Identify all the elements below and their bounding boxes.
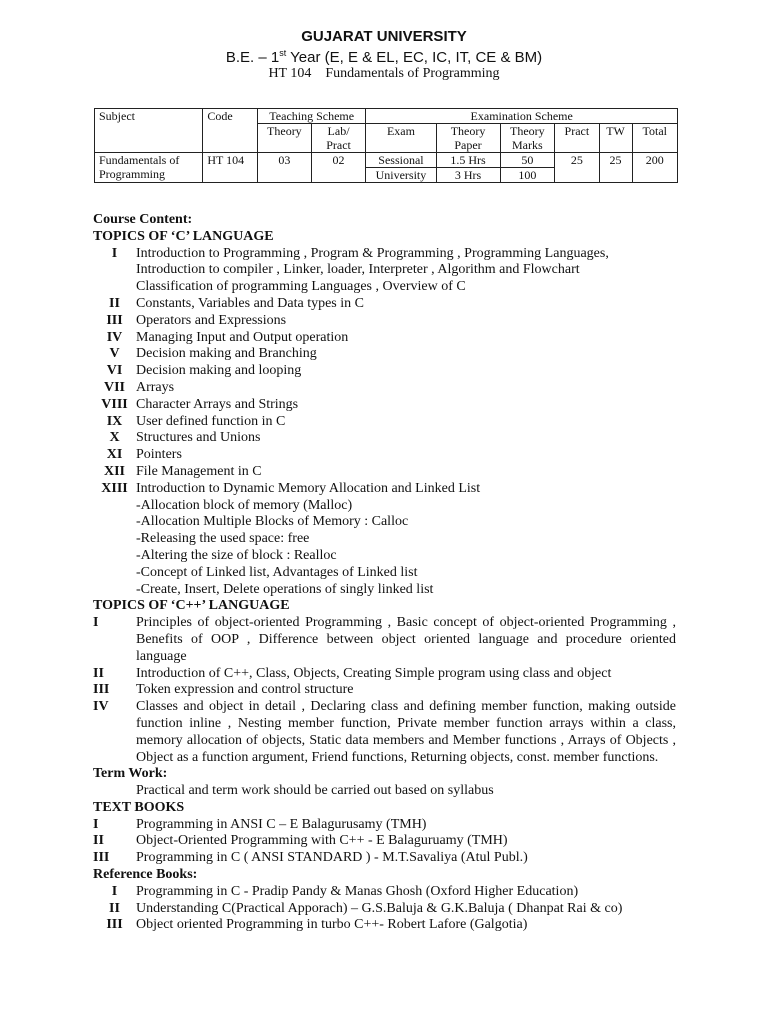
topic-line: -Concept of Linked list, Advantages of Linked list (136, 564, 418, 580)
item-text (136, 464, 676, 481)
item-text: Programming in C ( ANSI STANDARD ) - M.T.Savaliya (Atul Publ.) (136, 850, 528, 866)
item-text: Principles of object-oriented Programming , Basic concept of object-oriented Programming , Benefits of OOP , Difference between object oriented language and procedure oriented language (136, 615, 676, 664)
item-text: Classes and object in detail , Declaring class and defining member function, making outside function inline , Nesting member function, Private member function arrays within a class, memory allocation of objects, Static data members and Member functions , Arrays of Objects , Object as a function argument, Friend functions, Returning objects, const. member functions. (136, 699, 676, 765)
cell-exam-university: University (366, 168, 436, 183)
cpp-topic-item (93, 615, 676, 665)
cell-pract: 25 (555, 153, 599, 183)
cpp-topic-item (93, 666, 676, 683)
c-topic-item (93, 414, 676, 431)
topic-line: Introduction to compiler , Linker, loader, Interpreter , Algorithm and Flowchart (136, 262, 580, 278)
item-number: V (109, 346, 120, 362)
cpp-topic-item (93, 699, 676, 766)
university-name: GUJARAT UNIVERSITY (301, 28, 467, 45)
course-line: B.E. – 1st Year (E, E & EL, EC, IC, IT, CE & BM) (225, 48, 543, 66)
item-number: XI (106, 447, 123, 463)
item-text (136, 330, 676, 347)
header-code: Code (203, 109, 258, 153)
cell-lab: 02 (311, 153, 366, 183)
cell-total: 200 (632, 153, 677, 183)
item-text: Programming in C - Pradip Pandy & Manas Ghosh (Oxford Higher Education) (136, 883, 579, 899)
header-theory: Theory (258, 124, 312, 153)
c-topics-heading: TOPICS OF ‘C’ LANGUAGE (93, 228, 274, 244)
topic-line: User defined function in C (136, 413, 286, 429)
subject-line (0, 66, 768, 82)
header-tw: TW (599, 124, 632, 153)
reference-books-list (93, 884, 676, 934)
c-topic-item (93, 296, 676, 313)
item-number: IX (106, 413, 123, 429)
item-text (136, 346, 676, 363)
item-number: II (93, 665, 104, 681)
item-number: II (93, 833, 104, 849)
topic-line: Constants, Variables and Data types in C (136, 295, 364, 311)
topic-line: Introduction to Dynamic Memory Allocation and Linked List (136, 480, 481, 496)
c-topic-item (93, 481, 676, 599)
header-theory-marks: Theory Marks (500, 124, 555, 153)
cell-theory: 03 (258, 153, 312, 183)
item-text (136, 313, 676, 330)
cell-marks-sessional: 50 (500, 153, 555, 168)
item-number: III (93, 682, 110, 698)
c-topic-item (93, 397, 676, 414)
text-books-list (93, 817, 676, 867)
topic-line: Pointers (136, 447, 182, 463)
c-topic-item (93, 246, 676, 296)
header-exam-scheme: Examination Scheme (366, 109, 678, 124)
c-topic-item (93, 363, 676, 380)
header-pract: Pract (555, 124, 599, 153)
item-number: XII (103, 463, 125, 479)
item-text (136, 430, 676, 447)
item-number: I (111, 883, 118, 899)
item-text (136, 481, 676, 599)
cpp-topics-list (93, 615, 676, 766)
item-text (136, 296, 676, 313)
item-text: Introduction of C++, Class, Objects, Creating Simple program using class and object (136, 665, 612, 681)
item-number: III (93, 850, 110, 866)
item-number: I (111, 245, 118, 261)
term-work-heading: Term Work: (93, 766, 168, 782)
item-text: Understanding C(Practical Apporach) – G.S.Baluja & G.K.Baluja ( Dhanpat Rai & co) (136, 900, 623, 916)
c-topic-item (93, 380, 676, 397)
item-text (136, 447, 676, 464)
reference-book-item (93, 917, 676, 934)
topic-line: -Create, Insert, Delete operations of singly linked list (136, 581, 434, 597)
item-text (136, 380, 676, 397)
topic-line: File Management in C (136, 463, 262, 479)
course-content-heading: Course Content: (93, 212, 193, 227)
topic-line: -Allocation Multiple Blocks of Memory : Calloc (136, 514, 409, 530)
topic-line: Classification of programming Languages , Overview of C (136, 279, 466, 295)
subject-code: HT 104 (268, 66, 312, 81)
cell-marks-university: 100 (500, 168, 555, 183)
topic-line: -Altering the size of block : Realloc (136, 547, 337, 563)
item-number: VII (103, 379, 125, 395)
c-topic-item (93, 346, 676, 363)
cpp-topics-heading: TOPICS OF ‘C++’ LANGUAGE (93, 598, 290, 614)
c-topic-item (93, 430, 676, 447)
item-text (136, 363, 676, 380)
text-book-item (93, 833, 676, 850)
item-number: XIII (101, 480, 128, 496)
item-text (136, 246, 676, 296)
subject-title: Fundamentals of Programming (325, 66, 500, 81)
topic-line: Decision making and looping (136, 363, 302, 379)
item-number: III (106, 312, 123, 328)
topic-line: Decision making and Branching (136, 346, 317, 362)
cell-exam-sessional: Sessional (366, 153, 436, 168)
item-text (136, 397, 676, 414)
header-total: Total (632, 124, 677, 153)
item-text: Object oriented Programming in turbo C++- Robert Lafore (Galgotia) (136, 917, 528, 933)
topic-line: Arrays (136, 379, 175, 395)
header-exam: Exam (366, 124, 436, 153)
text-book-item (93, 850, 676, 867)
cpp-topic-item (93, 682, 676, 699)
c-topics-list (93, 246, 676, 599)
header-theory-paper: Theory Paper (436, 124, 500, 153)
reference-book-item (93, 884, 676, 901)
topic-line: Managing Input and Output operation (136, 329, 349, 345)
item-number: X (109, 430, 120, 446)
cell-paper-university: 3 Hrs (436, 168, 500, 183)
topic-line: Structures and Unions (136, 430, 261, 446)
term-work-text: Practical and term work should be carried out based on syllabus (136, 783, 494, 799)
item-text (136, 414, 676, 431)
item-number: VI (106, 363, 123, 379)
item-number: II (109, 295, 120, 311)
item-number: II (109, 900, 120, 916)
scheme-table (94, 108, 678, 183)
header-subject: Subject (95, 109, 203, 153)
header-teaching-scheme: Teaching Scheme (258, 109, 366, 124)
item-number: III (106, 917, 123, 933)
cell-subject: Fundamentals of Programming (95, 153, 203, 183)
item-text: Token expression and control structure (136, 682, 354, 698)
cell-code: HT 104 (203, 153, 258, 183)
item-number: IV (106, 329, 123, 345)
c-topic-item (93, 330, 676, 347)
cell-tw: 25 (599, 153, 632, 183)
topic-line: Operators and Expressions (136, 312, 287, 328)
item-number: IV (93, 699, 109, 715)
item-number: I (93, 816, 99, 832)
c-topic-item (93, 464, 676, 481)
item-number: I (93, 615, 99, 631)
topic-line: Introduction to Programming , Program & Programming , Programming Languages, (136, 245, 609, 261)
c-topic-item (93, 447, 676, 464)
text-book-item (93, 817, 676, 834)
topic-line: Character Arrays and Strings (136, 396, 299, 412)
reference-book-item (93, 901, 676, 918)
item-text: Programming in ANSI C – E Balagurusamy (TMH) (136, 816, 427, 832)
cell-paper-sessional: 1.5 Hrs (436, 153, 500, 168)
item-text: Object-Oriented Programming with C++ - E Balaguruamy (TMH) (136, 833, 508, 849)
topic-line: -Releasing the used space: free (136, 531, 310, 547)
reference-books-heading: Reference Books: (93, 867, 198, 883)
item-number: VIII (101, 396, 128, 412)
header-lab-pract: Lab/ Pract (311, 124, 366, 153)
text-books-heading: TEXT BOOKS (93, 799, 185, 815)
topic-line: -Allocation block of memory (Malloc) (136, 497, 353, 513)
c-topic-item (93, 313, 676, 330)
syllabus-body (93, 212, 676, 934)
